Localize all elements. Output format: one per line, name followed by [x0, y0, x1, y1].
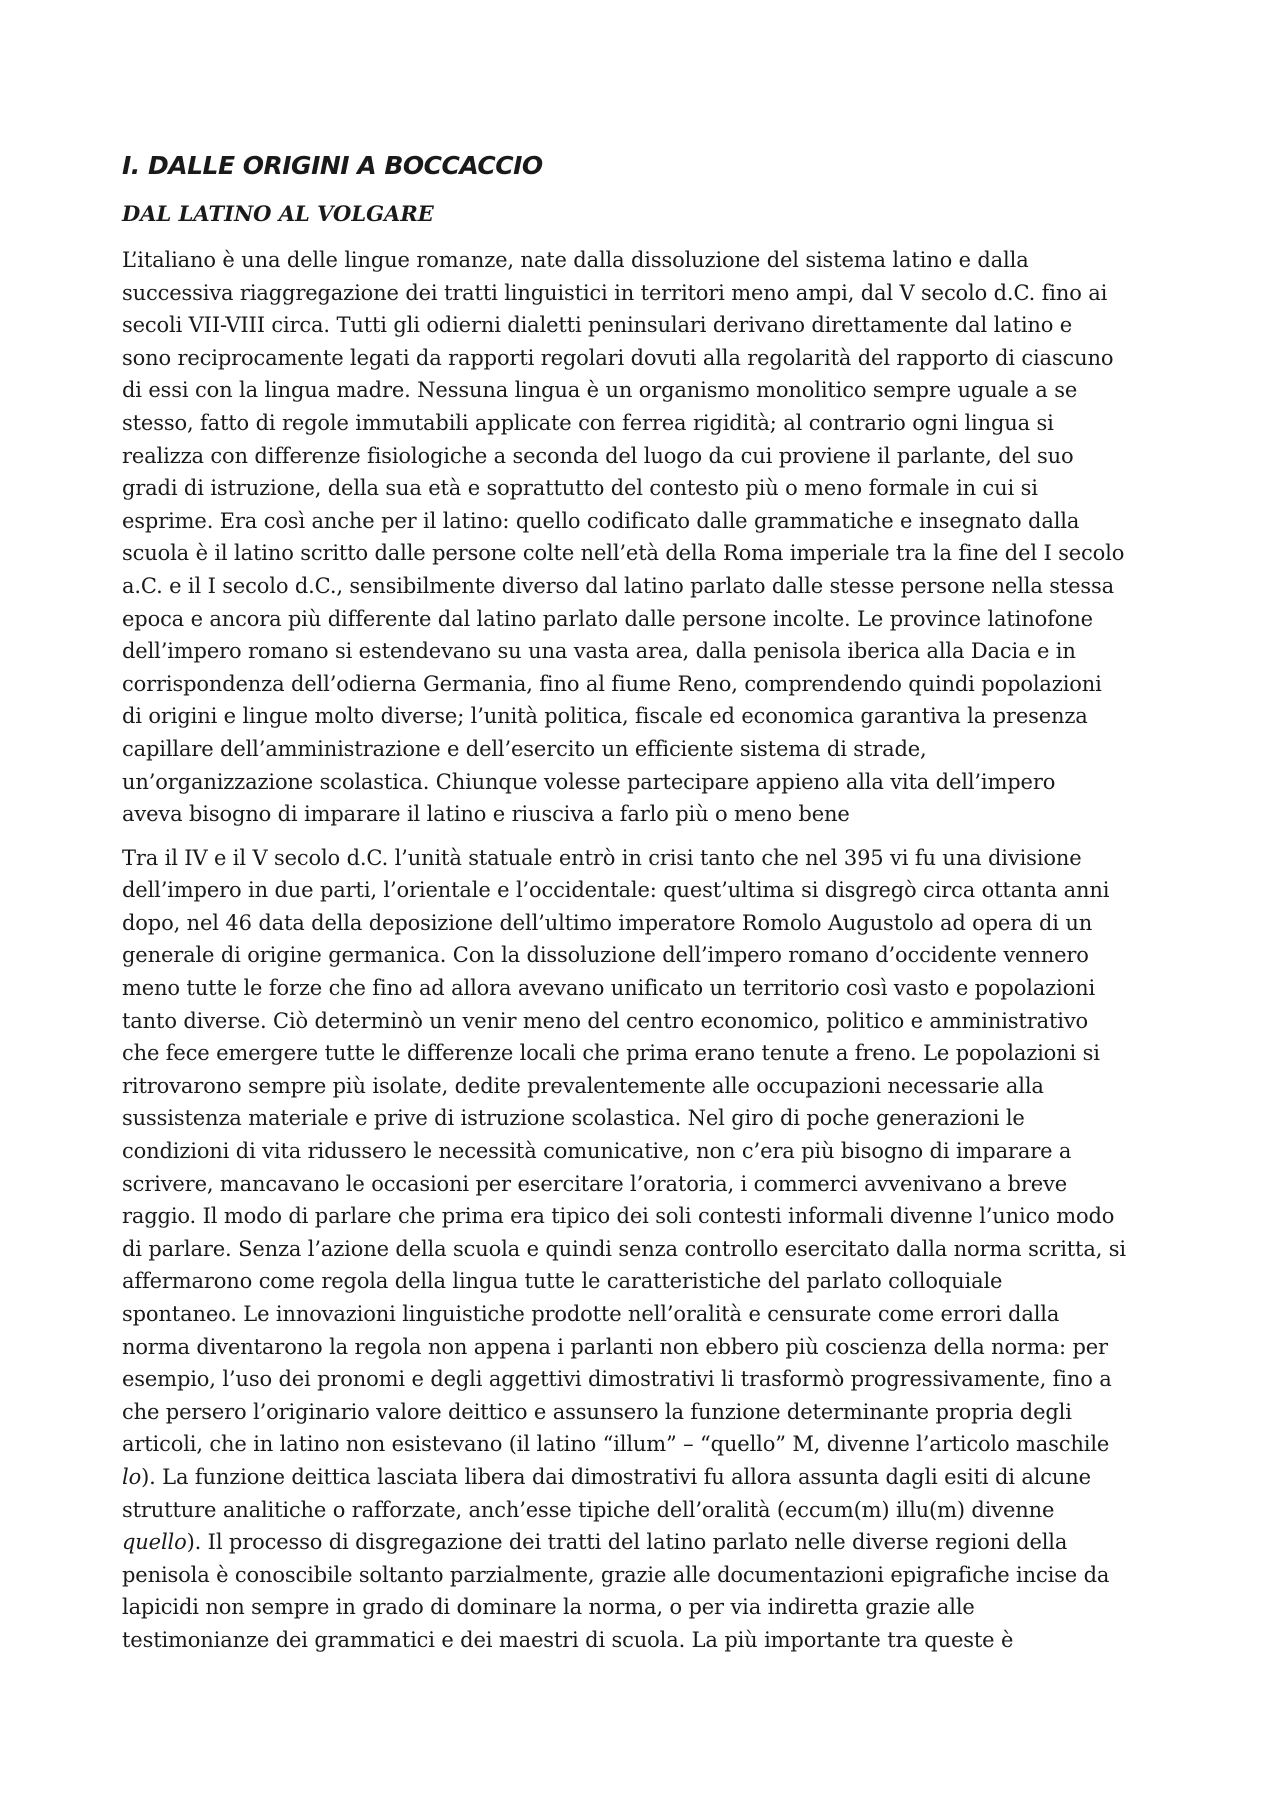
text-line: epoca e ancora più differente dal latino parlato dalle persone incolte. Le province latinofone	[122, 606, 1093, 631]
text-line: sussistenza materiale e prive di istruzione scolastica. Nel giro di poche generazioni le	[122, 1106, 1025, 1131]
text-line: dopo, nel 46 data della deposizione dell’ultimo imperatore Romolo Augustolo ad opera di un	[122, 910, 1093, 935]
document-page	[122, 150, 1168, 1668]
text-line: successiva riaggregazione dei tratti linguistici in territori meno ampi, dal V secolo d.C. fino ai	[122, 280, 1108, 305]
text-line: dell’impero in due parti, l’orientale e l’occidentale: quest’ultima si disgregò circa ottanta anni	[122, 878, 1110, 903]
chapter-title: I. DALLE ORIGINI A BOCCACCIO	[122, 151, 543, 180]
text-line: penisola è conoscibile soltanto parzialmente, grazie alle documentazioni epigrafiche incise da	[122, 1562, 1110, 1587]
text-line: norma diventarono la regola non appena i parlanti non ebbero più coscienza della norma: per	[122, 1334, 1108, 1359]
text-line: secoli VII-VIII circa. Tutti gli odierni dialetti peninsulari derivano direttamente dal latino e	[122, 313, 1073, 338]
paragraph-2	[122, 842, 1168, 1657]
text-line: stesso, fatto di regole immutabili applicate con ferrea rigidità; al contrario ogni lingua si	[122, 410, 1054, 435]
text-line: a.C. e il I secolo d.C., sensibilmente diverso dal latino parlato dalle stesse persone nella stessa	[122, 573, 1115, 598]
text-line: raggio. Il modo di parlare che prima era tipico dei soli contesti informali divenne l’unico modo	[122, 1204, 1115, 1229]
text-line: un’organizzazione scolastica. Chiunque volesse partecipare appieno alla vita dell’impero	[122, 769, 1056, 794]
text-line: L’italiano è una delle lingue romanze, nate dalla dissoluzione del sistema latino e dalla	[122, 248, 1029, 272]
text-line: che fece emergere tutte le differenze locali che prima erano tenute a freno. Le popolazioni si	[122, 1041, 1100, 1066]
text-line	[122, 1526, 1168, 1559]
text-line: Tra il IV e il V secolo d.C. l’unità statuale entrò in crisi tanto che nel 395 vi fu una divisione	[122, 845, 1082, 870]
text-line: articoli, che in latino non esistevano (il latino “illum” – “quello” M, divenne l’articolo maschile	[122, 1432, 1110, 1457]
text-line: corrispondenza dell’odierna Germania, fino al fiume Reno, comprendendo quindi popolazioni	[122, 671, 1102, 696]
text-line: lapicidi non sempre in grado di dominare la norma, o per via indiretta grazie alle	[122, 1595, 975, 1620]
text-line: di origini e lingue molto diverse; l’unità politica, fiscale ed economica garantiva la presenza	[122, 704, 1088, 729]
text-line: aveva bisogno di imparare il latino e riusciva a farlo più o meno bene	[122, 802, 850, 827]
text-line: che persero l’originario valore deittico e assunsero la funzione determinante propria degli	[122, 1399, 1072, 1424]
italic-word: lo	[122, 1464, 142, 1489]
text-line	[122, 1461, 1168, 1494]
paragraph-1	[122, 244, 1168, 831]
text-line: generale di origine germanica. Con la dissoluzione dell’impero romano d’occidente vennero	[122, 943, 1089, 968]
text-line: di essi con la lingua madre. Nessuna lingua è un organismo monolitico sempre uguale a se	[122, 378, 1078, 403]
text-line: scuola è il latino scritto dalle persone colte nell’età della Roma imperiale tra la fine del I secolo	[122, 541, 1125, 566]
text-line: gradi di istruzione, della sua età e soprattutto del contesto più o meno formale in cui si	[122, 476, 1038, 501]
text-line: tanto diverse. Ciò determinò un venir meno del centro economico, politico e amministrativo	[122, 1008, 1089, 1033]
text-line: ritrovarono sempre più isolate, dedite prevalentemente alle occupazioni necessarie alla	[122, 1073, 1044, 1098]
text-fragment: ). La funzione deittica lasciata libera dai dimostrativi fu allora assunta dagli esiti di alcune	[141, 1464, 1091, 1489]
text-line: condizioni di vita ridussero le necessità comunicative, non c’era più bisogno di imparare a	[122, 1139, 1072, 1164]
text-line: esempio, l’uso dei pronomi e degli aggettivi dimostrativi li trasformò progressivamente, fino a	[122, 1367, 1112, 1392]
italic-word: quello	[122, 1530, 187, 1555]
text-line: meno tutte le forze che fino ad allora avevano unificato un territorio così vasto e popolazioni	[122, 976, 1096, 1001]
text-line: capillare dell’amministrazione e dell’esercito un efficiente sistema di strade,	[122, 736, 927, 761]
section-title: DAL LATINO AL VOLGARE	[122, 201, 434, 226]
text-line: testimonianze dei grammatici e dei maestri di scuola. La più importante tra queste è	[122, 1627, 1014, 1652]
text-line: di parlare. Senza l’azione della scuola e quindi senza controllo esercitato dalla norma scritta, si	[122, 1236, 1126, 1261]
text-line: esprime. Era così anche per il latino: quello codificato dalle grammatiche e insegnato dalla	[122, 508, 1080, 533]
text-line: realizza con differenze fisiologiche a seconda del luogo da cui proviene il parlante, del suo	[122, 443, 1074, 468]
text-line: scrivere, mancavano le occasioni per esercitare l’oratoria, i commerci avvenivano a breve	[122, 1171, 1067, 1196]
text-line: sono reciprocamente legati da rapporti regolari dovuti alla regolarità del rapporto di ciascuno	[122, 345, 1114, 370]
text-line: dell’impero romano si estendevano su una vasta area, dalla penisola iberica alla Dacia e in	[122, 639, 1076, 664]
text-line: strutture analitiche o rafforzate, anch’esse tipiche dell’oralità (eccum(m) illu(m) divenne	[122, 1497, 1055, 1522]
text-line: spontaneo. Le innovazioni linguistiche prodotte nell’oralità e censurate come errori dalla	[122, 1302, 1060, 1326]
text-line: affermarono come regola della lingua tutte le caratteristiche del parlato colloquiale	[122, 1269, 1003, 1294]
text-fragment: ). Il processo di disgregazione dei tratti del latino parlato nelle diverse regioni della	[186, 1530, 1068, 1555]
